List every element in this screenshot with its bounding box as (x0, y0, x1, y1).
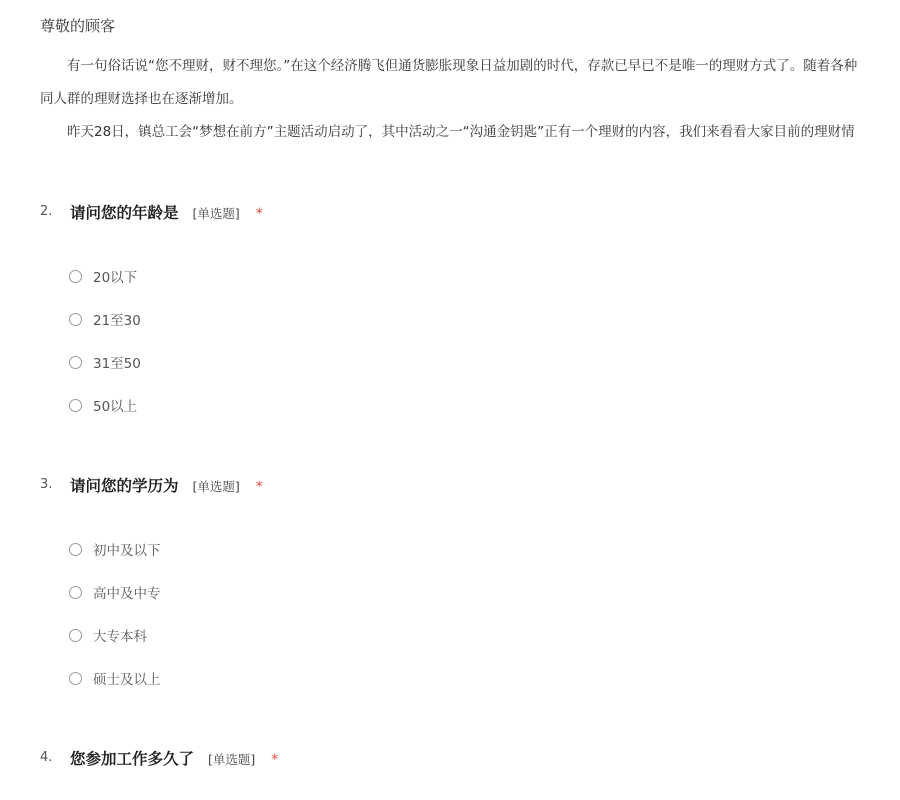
question-number: 3. (40, 477, 53, 492)
option-label: 大专本科 (93, 629, 147, 645)
radio-button[interactable] (69, 270, 82, 283)
question-title-text: 请问您的年龄是 (70, 204, 179, 222)
required-mark: * (271, 752, 279, 768)
question-number: 2. (40, 204, 53, 219)
question-type-label: [单选题] (208, 752, 256, 767)
question-work-years (40, 747, 900, 771)
question-type-label: [单选题] (192, 479, 240, 494)
radio-button[interactable] (69, 586, 82, 599)
option-label: 21至30 (93, 313, 141, 329)
radio-button[interactable] (69, 356, 82, 369)
option-label: 50以上 (93, 399, 138, 415)
question-header (40, 747, 900, 771)
radio-button[interactable] (69, 313, 82, 326)
greeting-text: 尊敬的顾客 (40, 17, 116, 35)
option-label: 硕士及以上 (93, 672, 161, 688)
radio-button[interactable] (69, 629, 82, 642)
question-title (70, 474, 263, 496)
question-title-text: 请问您的学历为 (70, 477, 179, 495)
question-education (40, 474, 900, 688)
intro-paragraph-2: 昨天28日，镇总工会“梦想在前方”主题活动启动了，其中活动之一“沟通金钥匙”正有一个理财的内容，我们来看看大家目前的理财情 (67, 124, 855, 140)
radio-button[interactable] (69, 543, 82, 556)
question-header (40, 474, 900, 498)
option-label: 20以下 (93, 270, 138, 286)
question-title (70, 201, 263, 223)
option-label: 初中及以下 (93, 543, 161, 559)
question-type-label: [单选题] (192, 206, 240, 221)
intro-paragraph-1-line-1: 有一句俗话说“您不理财，财不理您。”在这个经济腾飞但通货膨胀现象日益加剧的时代，存款已早已不是唯一的理财方式了。随着各种 (67, 58, 858, 74)
question-title-text: 您参加工作多久了 (70, 750, 195, 768)
option-label: 31至50 (93, 356, 141, 372)
radio-button[interactable] (69, 672, 82, 685)
question-title (70, 747, 278, 769)
required-mark: * (255, 479, 263, 495)
radio-button[interactable] (69, 399, 82, 412)
required-mark: * (255, 206, 263, 222)
intro-paragraph-1-line-2: 同人群的理财选择也在逐渐增加。 (40, 91, 243, 107)
intro-section (40, 14, 900, 140)
question-number: 4. (40, 750, 53, 765)
question-header (40, 201, 900, 225)
option-label: 高中及中专 (93, 586, 161, 602)
question-age (40, 201, 900, 415)
